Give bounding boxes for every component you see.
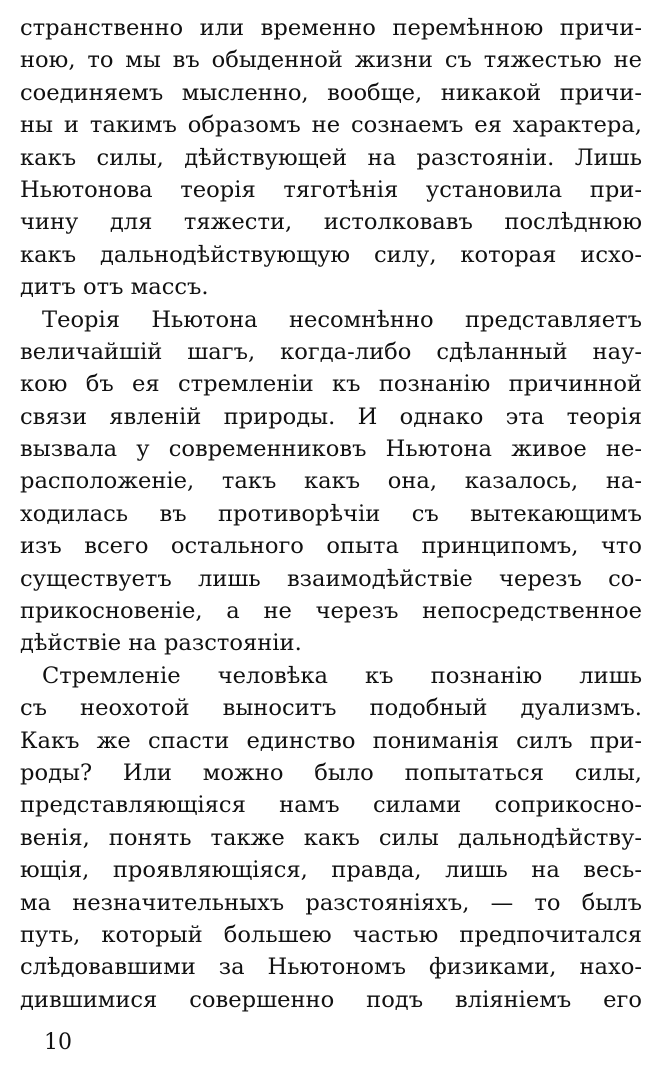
text-line: чину для тяжести, истолковавъ послѣднюю: [20, 209, 642, 236]
text-line: дитъ отъ массъ.: [20, 274, 209, 301]
text-line: съ неохотой выноситъ подобный дуализмъ.: [20, 695, 642, 722]
text-line: дѣйствіе на разстояніи.: [20, 630, 302, 657]
text-line: роды? Или можно было попытаться силы,: [20, 759, 642, 786]
text-line: дившимися совершенно подъ вліяніемъ его: [20, 986, 642, 1013]
text-line: ною, то мы въ обыденной жизни съ тяжестью не: [20, 47, 642, 74]
text-line: путь, который большею частью предпочитался: [20, 921, 642, 948]
text-line: какъ силы, дѣйствующей на разстояніи. Лишь: [20, 144, 642, 171]
text-line: представляющіяся намъ силами соприкосно-: [20, 792, 642, 819]
text-line: ющія, проявляющіяся, правда, лишь на весь-: [20, 857, 642, 884]
text-line: вызвала у современниковъ Ньютона живое не-: [20, 436, 642, 463]
text-line: ходилась въ противорѣчіи съ вытекающимъ: [20, 500, 642, 527]
text-line: слѣдовавшими за Ньютономъ физиками, нахо-: [20, 954, 642, 981]
text-line: расположеніе, такъ какъ она, казалось, на-: [20, 468, 642, 495]
paragraph-2: [20, 304, 642, 660]
text-line: странственно или временно перемѣнною причи-: [20, 15, 642, 41]
text-line: какъ дальнодѣйствующую силу, которая исхо-: [20, 241, 642, 268]
text-line: Стремленіе человѣка къ познанію лишь: [42, 662, 642, 689]
text-line: Ньютонова теорія тяготѣнія установила при-: [20, 176, 642, 203]
page-text-body: [20, 12, 642, 1016]
text-line: венія, понять также какъ силы дальнодѣйству-: [20, 824, 642, 851]
text-line: Какъ же спасти единство пониманія силъ при-: [20, 727, 642, 754]
text-line: ны и такимъ образомъ не сознаемъ ея характера,: [20, 112, 642, 139]
text-line: Теорія Ньютона несомнѣнно представляетъ: [42, 306, 642, 333]
text-line: кою бъ ея стремленіи къ познанію причинной: [20, 371, 642, 398]
text-line: существуетъ лишь взаимодѣйствіе черезъ со-: [20, 565, 642, 592]
page-number: 10: [44, 1030, 72, 1055]
text-line: связи явленій природы. И однако эта теорія: [20, 403, 642, 430]
paragraph-3: [20, 660, 642, 1016]
text-line: соединяемъ мысленно, вообще, никакой причи-: [20, 79, 642, 106]
text-line: прикосновеніе, а не черезъ непосредственное: [20, 598, 642, 625]
paragraph-1: [20, 12, 642, 304]
text-line: величайшій шагъ, когда-либо сдѣланный нау-: [20, 338, 642, 365]
text-line: ма незначительныхъ разстояніяхъ, — то былъ: [20, 889, 642, 916]
text-line: изъ всего остального опыта принципомъ, что: [20, 533, 642, 560]
